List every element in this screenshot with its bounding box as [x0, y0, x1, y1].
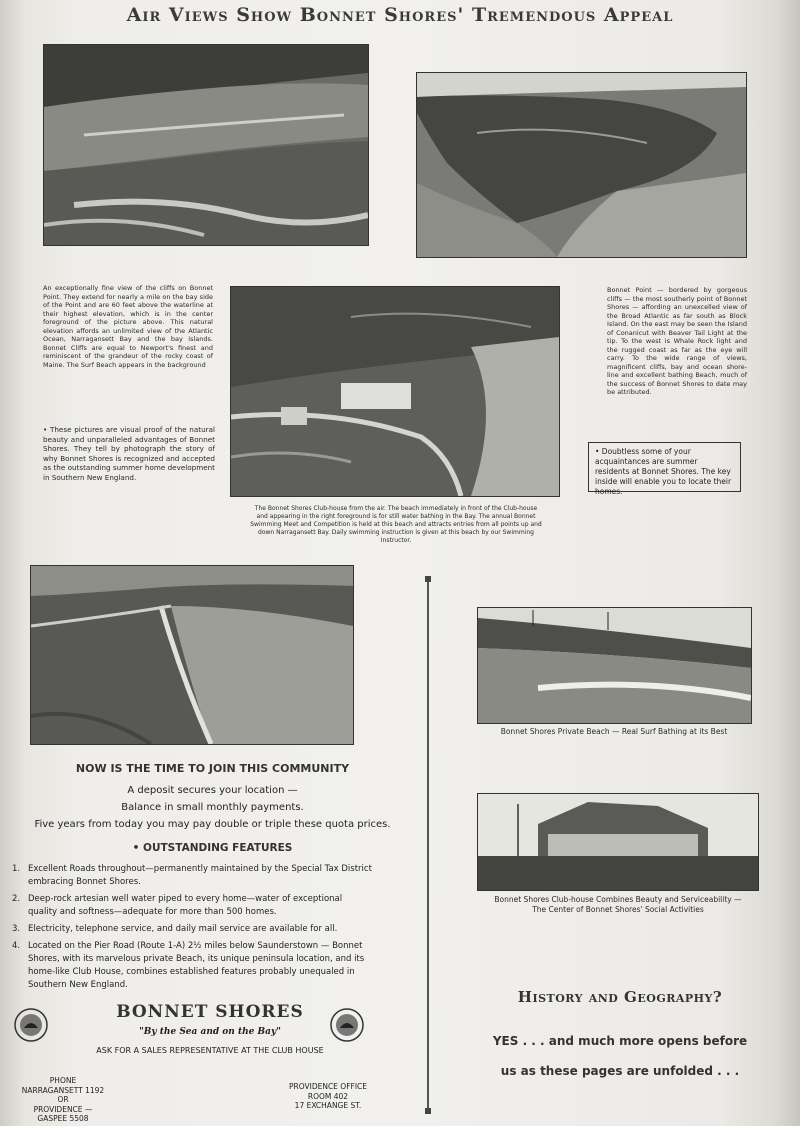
sales-rep-note: ASK FOR A SALES REPRESENTATIVE AT THE CLUB HOUSE — [96, 1046, 324, 1055]
brand-tagline: "By the Sea and on the Bay" — [139, 1027, 281, 1037]
deposit-text — [0, 782, 425, 833]
office-info: PROVIDENCE OFFICE ROOM 402 17 EXCHANGE ST. — [288, 1082, 368, 1110]
club-caption: Bonnet Shores Club-house Combines Beauty and Serviceability — The Center of Bonnet Shores' Social Activities — [494, 895, 742, 914]
deposit-line-3: Five years from today you may pay double or triple these quota prices. — [34, 819, 391, 830]
photo-peninsula-aerial — [30, 565, 354, 745]
photo-private-beach — [477, 607, 752, 724]
seal-left-icon — [14, 1008, 48, 1042]
clubhouse-aerial-caption: The Bonnet Shores Club-house from the air. The beach immediately in front of the Club-house and appearing in the right foreground is for still water bathing in the Bay. The annual Bonnet Swimming Meet and Competition is held at this beach and attracts entries from all points up and down Narragansett Bay. Daily swimming instruction is given at this beach by our Swimming Instructor. — [250, 505, 542, 544]
history-text: YES . . . and much more opens before us as these pages are unfolded . . . — [492, 1034, 748, 1078]
photo-bonnet-point-aerial — [416, 72, 747, 258]
deposit-line-1: A deposit secures your location — — [127, 785, 298, 796]
acquaintances-box: • Doubtless some of your acquaintances are summer residents at Bonnet Shores. The key inside will enable you to locate their homes. — [588, 442, 741, 492]
visual-proof-text: • These pictures are visual proof of the natural beauty and unparalleled advantages of Bonnet Shores. They tell by photograph the story of why Bonnet Shores is recognized and accepted as the outstanding summer home development in Southern New England. — [43, 425, 215, 482]
photo-club-house — [477, 793, 759, 891]
photo-clubhouse-aerial — [230, 286, 560, 497]
feature-item: 2. Deep-rock artesian well water piped to every home—water of exceptional quality and softness—adequate for more than 500 homes. — [12, 894, 343, 917]
feature-item: 1. Excellent Roads throughout—permanently maintained by the Special Tax District embracing Bonnet Shores. — [12, 864, 372, 887]
features-heading: • OUTSTANDING FEATURES — [132, 842, 293, 854]
brand-name: BONNET SHORES — [116, 1002, 304, 1022]
column-divider — [425, 576, 431, 1114]
feature-item: 3. Electricity, telephone service, and daily mail service are available for all. — [12, 924, 338, 934]
cliffs-description: An exceptionally fine view of the cliffs on Bonnet Point. They extend for nearly a mile on the bay side of the Point and are 60 feet above the waterline at their highest elevation, which is in the center foreground of the picture above. This natural elevation affords an unlimited view of the Atlantic Ocean, Narragansett Bay and the bay islands. Bonnet Cliffs are equal to Newport's finest and reminiscent of the grandeur of the rocky coast of Maine. The Surf Beach appears in the background — [43, 284, 213, 369]
photo-cliffs-aerial — [43, 44, 369, 246]
history-title: History and Geography? — [517, 988, 723, 1006]
headline: Air Views Show Bonnet Shores' Tremendous Appeal — [126, 4, 674, 26]
cta-title: NOW IS THE TIME TO JOIN THIS COMMUNITY — [75, 762, 350, 775]
phone-info: PHONE NARRAGANSETT 1192 OR PROVIDENCE — GASPEE 5508 — [21, 1076, 105, 1123]
features-list — [12, 863, 372, 996]
bonnet-point-description: Bonnet Point — bordered by gorgeous cliffs — the most southerly point of Bonnet Shores — affording an unexcelled view of the Broad Atlantic as far south as Block Island. On the east may be seen the Island of Conanicut with Beaver Tail Light at the tip. To the west is Whale Rock light and the rugged coast as far as the eye will carry. To the wide range of views, magnificent cliffs, bay and ocean shore-line and excellent bathing Beach, much of the success of Bonnet Shores to date may be attributed. — [607, 286, 747, 396]
feature-item: 4. Located on the Pier Road (Route 1-A) 2½ miles below Saunderstown — Bonnet Shores, with its marvelous private Beach, its unique peninsula location, and its home-like Club House, combines established features probably unequaled in Southern New England. — [12, 941, 365, 990]
deposit-line-2: Balance in small monthly payments. — [121, 802, 304, 813]
beach-caption: Bonnet Shores Private Beach — Real Surf Bathing at its Best — [500, 727, 728, 736]
